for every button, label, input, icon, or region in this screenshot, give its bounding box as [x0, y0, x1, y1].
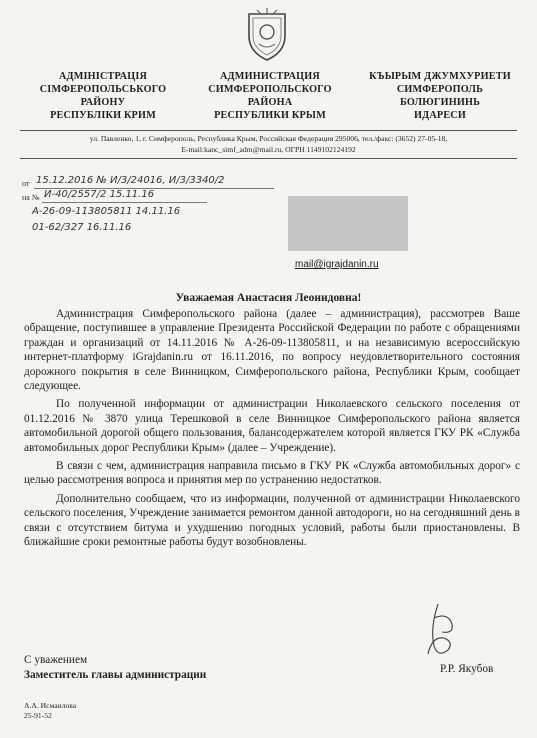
- org-ct-line: БОЛЮГИНИНЬ: [399, 97, 481, 108]
- org-ua-line: АДМІНІСТРАЦІЯ: [58, 71, 148, 82]
- org-ru-line: СИМФЕРОПОЛЬСКОГО: [208, 84, 332, 95]
- reference-registration-number: И-40/2557/2 15.11.16: [44, 189, 155, 200]
- signer-title: Заместитель главы администрации: [24, 669, 207, 681]
- org-ru-line: АДМИНИСТРАЦИЯ: [220, 71, 320, 82]
- org-ua-line: РЕСПУБЛІКИ КРИМ: [50, 110, 156, 121]
- address-line: ул. Павленко, 1, г. Симферополь, Республика Крым, Российская Федерация 295006, тел./факс: (3652) 27-05-18,: [89, 134, 448, 143]
- executor-block: [24, 701, 76, 721]
- recipient-email: mail@igrajdanin.ru: [295, 259, 379, 270]
- appeal-number-handwritten: А-26-09-113805811 14.11.16: [32, 206, 181, 217]
- org-name-russian: [190, 70, 350, 122]
- paragraph: Администрация Симферопольского района (далее – администрация), рассмотрев Ваше обращение, поступившее в управление Президента Российской Федерации по работе с обращениями граждан и организаций от 14.11.2016 № А-26-09-113805811, и на независимую всероссийскую интернет-платформу iGrajdanin.ru от 16.11.2016, по вопросу неудовлетворительного состояния дорожного покрытия в селе Винницком, Симферопольского района, Республики Крым, сообщает следующее.: [24, 308, 520, 393]
- closing-phrase: С уважением: [24, 654, 88, 666]
- org-name-ukrainian: [28, 70, 178, 122]
- paragraph: В связи с чем, администрация направила письмо в ГКУ РК «Служба автомобильных дорог» с целью рассмотрения вопроса и принятия мер по устранению недостатков.: [24, 460, 520, 487]
- org-ct-line: КЪЫРЫМ ДЖУМХУРИЕТИ: [369, 71, 511, 82]
- executor-name: А.А. Исмаилова: [24, 701, 77, 710]
- org-name-crimean-tatar: [360, 70, 520, 122]
- coat-of-arms-emblem: [243, 6, 291, 62]
- signer-name: Р.Р. Якубов: [440, 663, 494, 675]
- header-divider: [20, 130, 517, 131]
- address-block: [20, 133, 517, 155]
- org-ua-line: СІМФЕРОПОЛЬСЬКОГО: [39, 84, 167, 95]
- registration-underline: [42, 202, 207, 203]
- salutation: Уважаемая Анастасия Леонидовна!: [175, 292, 362, 304]
- org-ua-line: РАЙОНУ: [80, 97, 126, 108]
- paragraph: По полученной информации от администрации Николаевского сельского поселения от 01.12.2016 № 3870 улица Терешковой в селе Винницкое Симферопольского района является автомобильной дорогой общего пользования, балансодержателем которой является ГКУ РК «Служба автомобильных дорог Республики Крым» (далее – Учреждение).: [24, 398, 520, 454]
- outgoing-date-label: от: [22, 179, 30, 188]
- platform-number-handwritten: 01-62/327 16.11.16: [32, 222, 132, 233]
- org-ru-line: РЕСПУБЛИКИ КРЫМ: [214, 110, 326, 121]
- email-ogrn-line: E-mail:kanc_simf_adm@mail.ru, ОГРН 1149102124192: [181, 145, 356, 154]
- org-ct-line: СИМФЕРОПОЛЬ: [396, 84, 484, 95]
- address-divider: [20, 158, 517, 159]
- paragraph: Дополнительно сообщаем, что из информации, полученной от администрации Николаевского сельского поселения, Учреждение занимается ремонтом данной автодороги, но на сегодняшний день в связи с отсутствием битума и ухудшению погодных условий, работы были приостановлены. В ближайшие сроки ремонтные работы будут возобновлены.: [24, 492, 520, 549]
- redacted-recipient-address: [288, 196, 408, 251]
- reference-number-label: на №: [22, 193, 40, 202]
- outgoing-registration-number: 15.12.2016 № И/3/24016, И/3/3340/2: [36, 175, 225, 186]
- org-ct-line: ИДАРЕСИ: [414, 110, 466, 121]
- letter-body: [24, 307, 520, 554]
- executor-phone: 25-91-52: [24, 711, 52, 720]
- org-ru-line: РАЙОНА: [247, 97, 293, 108]
- handwritten-signature: [408, 598, 488, 668]
